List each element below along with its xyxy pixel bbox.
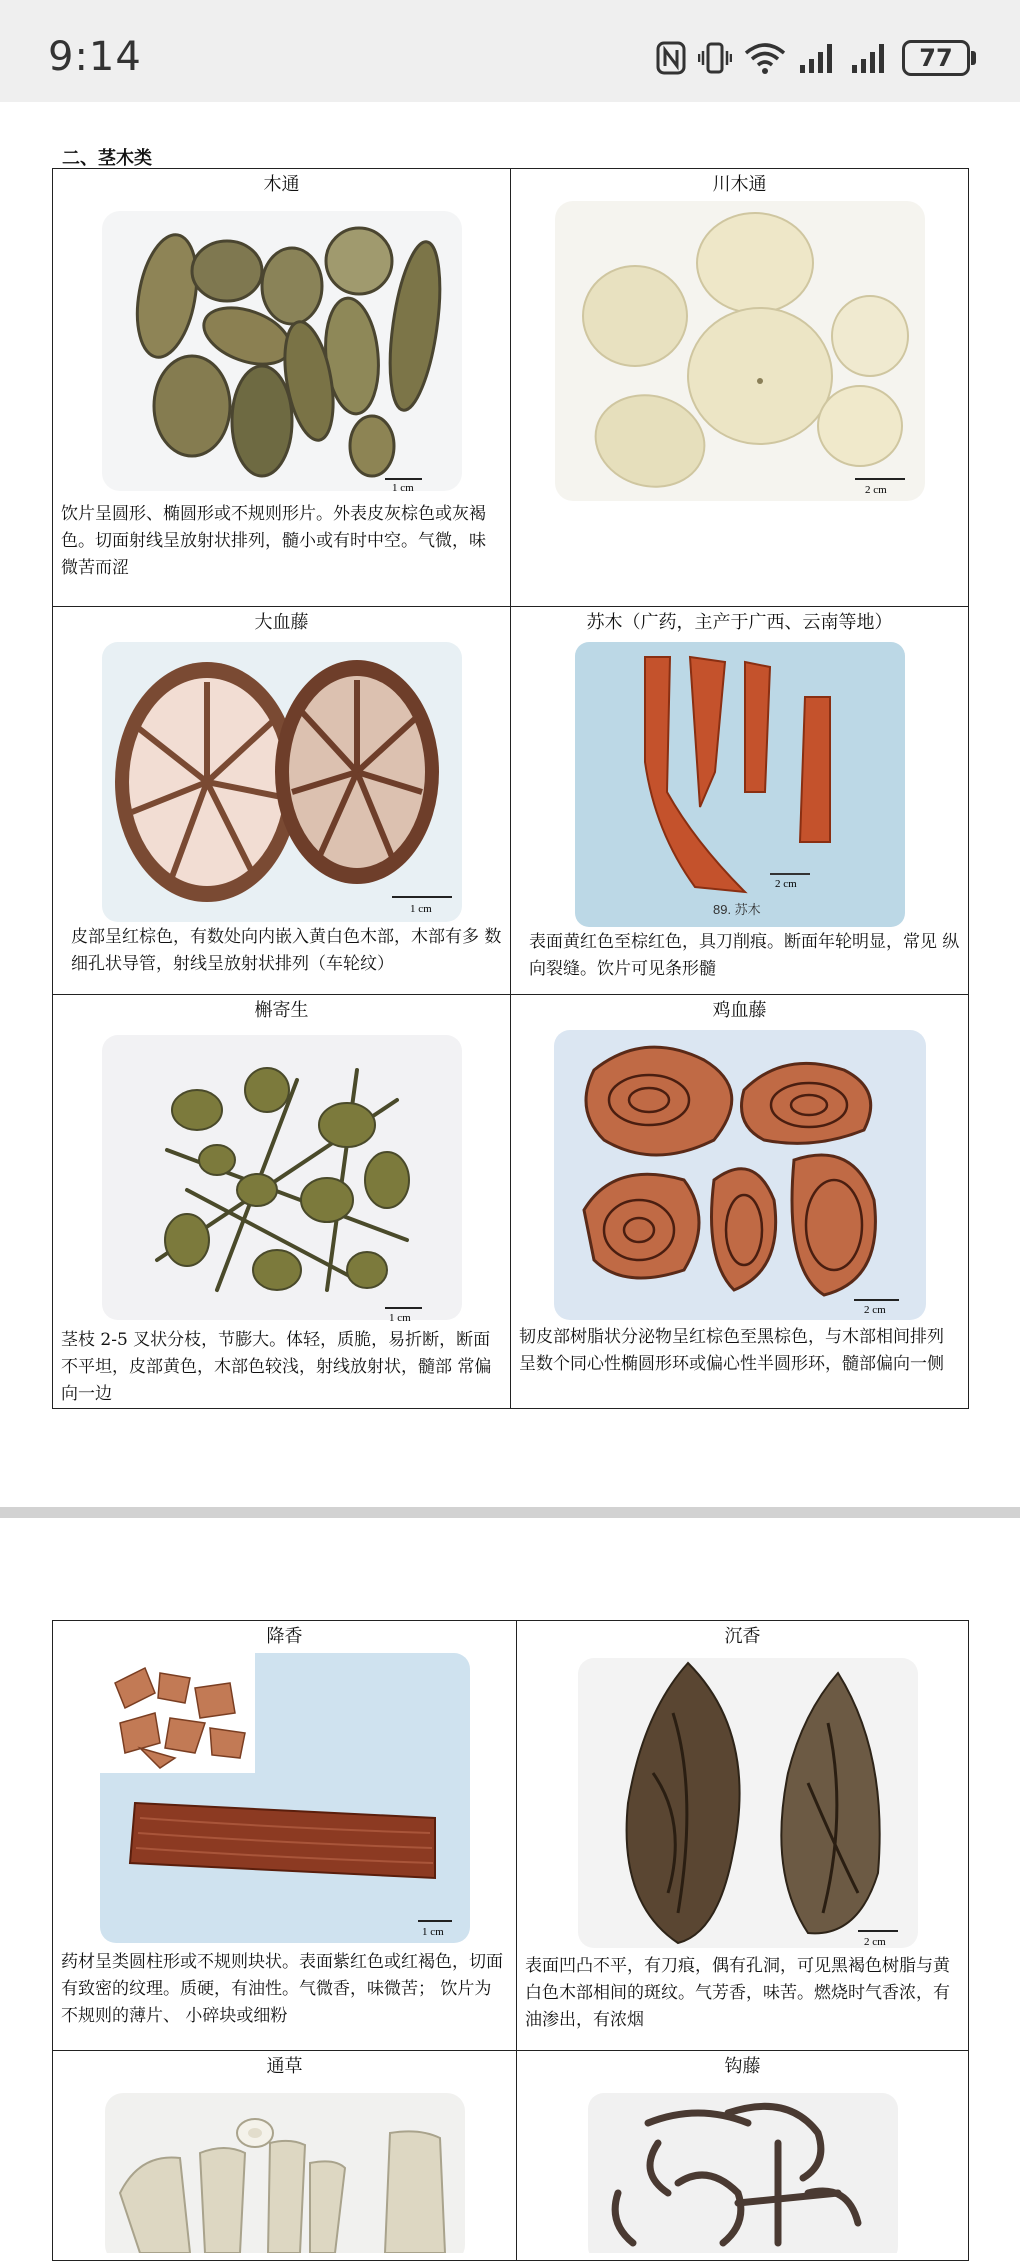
wifi-icon bbox=[744, 41, 786, 75]
vibrate-icon bbox=[698, 41, 732, 75]
signal-icon-1 bbox=[798, 41, 838, 75]
photo-caption: 89. 苏木 bbox=[712, 901, 761, 917]
table-row bbox=[53, 1621, 969, 2051]
herb-name: 川木通 bbox=[712, 174, 767, 195]
herb-photo-jiangxiang bbox=[53, 1653, 516, 1943]
herb-description: 药材呈类圆柱形或不规则块状。表面紫红色或红褐色，切面有致密的纹理。质硬，有油性。气微香，味微苦； 饮片为不规则的薄片、 小碎块或细粉 bbox=[61, 1952, 503, 2026]
herb-description: 饮片呈圆形、椭圆形或不规则形片。外表皮灰棕色或灰褐色。切面射线呈放射状排列，髓小或有时中空。气微，味微苦而涩 bbox=[61, 504, 486, 578]
scale-label: 2 cm bbox=[774, 877, 797, 890]
table-row bbox=[53, 607, 969, 995]
herb-name: 槲寄生 bbox=[254, 1000, 309, 1021]
page-divider bbox=[0, 1507, 1020, 1518]
herb-cell-daxueteng bbox=[53, 607, 511, 995]
document-page-2 bbox=[0, 1518, 1020, 2250]
status-icons bbox=[656, 38, 970, 78]
herb-name: 苏木（广药，主产于广西、云南等地） bbox=[586, 612, 893, 633]
status-time: 9:14 bbox=[48, 34, 142, 80]
table-row bbox=[53, 169, 969, 607]
herb-name: 沉香 bbox=[724, 1626, 761, 1647]
section-title: 二、茎木类 bbox=[62, 148, 152, 169]
herb-name: 大血藤 bbox=[254, 612, 309, 633]
herb-photo-chenxiang bbox=[517, 1653, 968, 1953]
herb-cell-mutong bbox=[53, 169, 511, 607]
scale-label: 1 cm bbox=[391, 482, 414, 494]
herb-cell-hujisheng bbox=[53, 995, 511, 1409]
herb-cell-jixueteng bbox=[511, 995, 969, 1409]
herb-description: 韧皮部树脂状分泌物呈红棕色至黑棕色，与木部相间排列呈数个同心性椭圆形环或偏心性半圆形环，髓部偏向一侧 bbox=[519, 1327, 944, 1374]
scale-label: 2 cm bbox=[864, 484, 887, 496]
herb-photo-gouteng bbox=[517, 2083, 968, 2253]
document-page-1 bbox=[0, 102, 1020, 1507]
table-row bbox=[53, 2051, 969, 2261]
scale-label: 1 cm bbox=[409, 902, 432, 915]
herb-description: 茎枝 2-5 叉状分枝，节膨大。体轻，质脆，易折断，断面不平坦，皮部黄色，木部色较浅，射线放射状，髓部 常偏向一边 bbox=[61, 1330, 492, 1404]
herb-table-1 bbox=[52, 168, 969, 1409]
herb-name: 木通 bbox=[263, 174, 300, 195]
scale-label: 2 cm bbox=[863, 1936, 886, 1948]
scale-label: 1 cm bbox=[421, 1926, 444, 1938]
status-bar bbox=[0, 0, 1020, 102]
herb-photo-chuanmutong bbox=[511, 201, 968, 501]
herb-cell-tongcao bbox=[53, 2051, 517, 2261]
herb-photo-daxueteng bbox=[53, 639, 510, 924]
herb-photo-mutong bbox=[53, 201, 510, 501]
herb-photo-jixueteng bbox=[511, 1027, 968, 1322]
herb-description: 皮部呈红棕色，有数处向内嵌入黄白色木部，木部有多 数细孔状导管，射线呈放射状排列（车轮纹） bbox=[71, 927, 502, 974]
herb-description: 表面凹凸不平，有刀痕，偶有孔洞，可见黑褐色树脂与黄白色木部相间的斑纹。气芳香，味苦。燃烧时气香浓，有油渗出，有浓烟 bbox=[525, 1956, 950, 2030]
herb-name: 钩藤 bbox=[724, 2056, 761, 2077]
herb-cell-gouteng bbox=[517, 2051, 969, 2261]
herb-photo-sumu bbox=[511, 639, 968, 929]
herb-photo-hujisheng bbox=[53, 1027, 510, 1327]
herb-name: 通草 bbox=[266, 2056, 303, 2077]
herb-description: 表面黄红色至棕红色，具刀削痕。断面年轮明显，常见 纵向裂缝。饮片可见条形髓 bbox=[529, 932, 960, 979]
table-row bbox=[53, 995, 969, 1409]
herb-table-2 bbox=[52, 1620, 969, 2261]
herb-cell-jiangxiang bbox=[53, 1621, 517, 2051]
herb-name: 鸡血藤 bbox=[712, 1000, 767, 1021]
herb-photo-tongcao bbox=[53, 2083, 516, 2253]
nfc-icon bbox=[656, 41, 686, 75]
battery-icon: 77 bbox=[902, 40, 970, 76]
herb-name: 降香 bbox=[266, 1626, 303, 1647]
herb-cell-chuanmutong bbox=[511, 169, 969, 607]
scale-label: 1 cm bbox=[388, 1311, 411, 1324]
herb-cell-chenxiang bbox=[517, 1621, 969, 2051]
signal-icon-2 bbox=[850, 41, 890, 75]
scale-label: 2 cm bbox=[863, 1303, 886, 1316]
herb-cell-sumu bbox=[511, 607, 969, 995]
